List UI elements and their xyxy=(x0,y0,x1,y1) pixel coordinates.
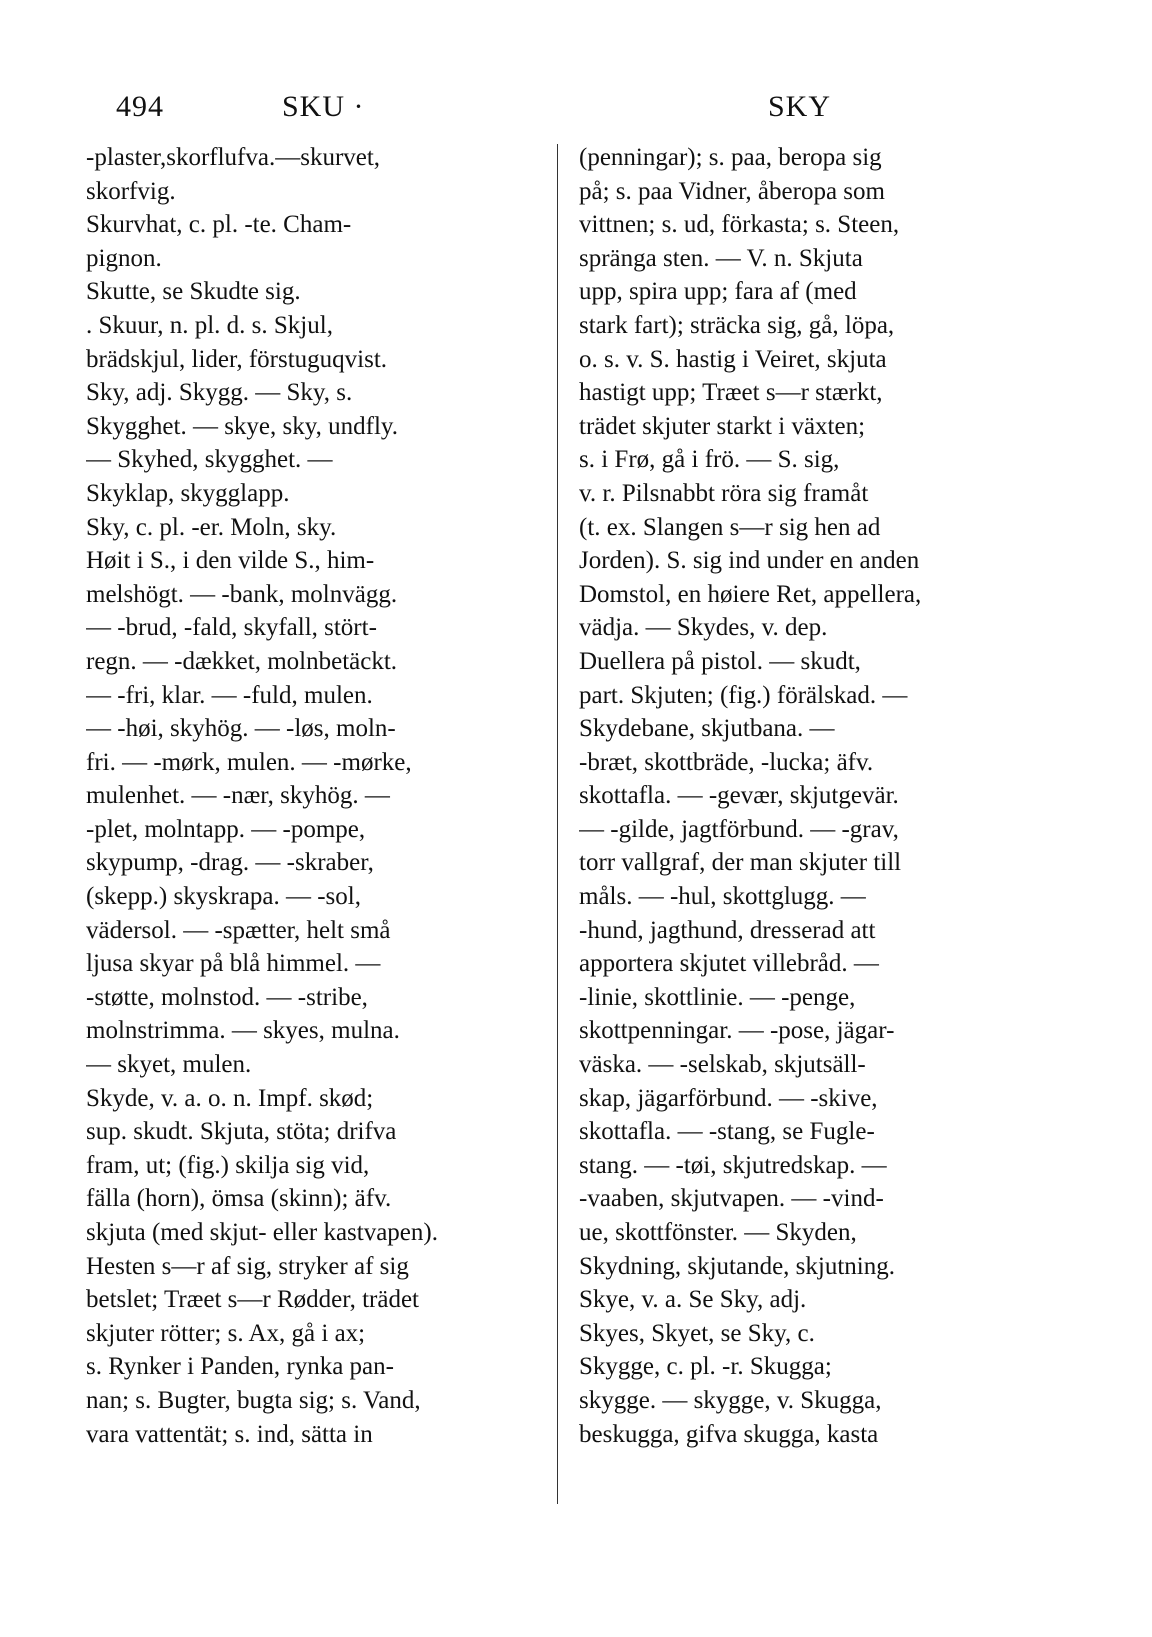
dictionary-line: betslet; Træet s—r Rødder, trädet xyxy=(86,1286,419,1314)
dictionary-line: Skydebane, skjutbana. — xyxy=(579,715,835,743)
dictionary-line: skjuta (med skjut- eller kastvapen). xyxy=(86,1219,438,1246)
dictionary-line: väska. — -selskab, skjutsäll- xyxy=(579,1051,866,1079)
dictionary-line: Hesten s—r af sig, stryker af sig xyxy=(86,1252,409,1280)
dictionary-line: s. i Frø, gå i frö. — S. sig, xyxy=(579,446,840,474)
dictionary-line: fälla (horn), ömsa (skinn); äfv. xyxy=(86,1185,392,1213)
dictionary-line: torr vallgraf, der man skjuter till xyxy=(579,849,902,877)
dictionary-line: -linie, skottlinie. — -penge, xyxy=(579,983,856,1011)
dictionary-line: skottafla. — -gevær, skjutgevär. xyxy=(579,782,899,810)
dictionary-line: regn. — -dækket, molnbetäckt. xyxy=(86,647,398,675)
dictionary-line: vädersol. — -spætter, helt små xyxy=(86,916,391,944)
dictionary-line: fri. — -mørk, mulen. — -mørke, xyxy=(86,748,412,776)
dictionary-line: (penningar); s. paa, beropa sig xyxy=(579,144,882,171)
dictionary-line: — -fri, klar. — -fuld, mulen. xyxy=(86,681,373,709)
dictionary-line: skottafla. — -stang, se Fugle- xyxy=(579,1118,875,1146)
dictionary-line: sup. skudt. Skjuta, stöta; drifva xyxy=(86,1118,397,1146)
dictionary-line: Duellera på pistol. — skudt, xyxy=(579,647,861,675)
dictionary-line: Sky, adj. Skygg. — Sky, s. xyxy=(86,379,353,407)
dictionary-line: Skygghet. — skye, sky, undfly. xyxy=(86,412,399,440)
dictionary-line: ljusa skyar på blå himmel. — xyxy=(86,950,381,978)
dictionary-line: Domstol, en høiere Ret, appellera, xyxy=(579,580,922,608)
dictionary-line: pignon. xyxy=(86,244,162,272)
dictionary-line: nan; s. Bugter, bugta sig; s. Vand, xyxy=(86,1386,421,1414)
dictionary-line: Skygge, c. pl. -r. Skugga; xyxy=(579,1353,832,1381)
dictionary-line: skottpenningar. — -pose, jägar- xyxy=(579,1017,895,1045)
dictionary-line: v. r. Pilsnabbt röra sig framåt xyxy=(579,479,869,507)
page-header xyxy=(116,90,1056,130)
dictionary-line: part. Skjuten; (fig.) förälskad. — xyxy=(579,681,908,709)
dictionary-line: ue, skottfönster. — Skyden, xyxy=(579,1219,857,1246)
dictionary-line: -vaaben, skjutvapen. — -vind- xyxy=(579,1185,884,1213)
dictionary-line: brädskjul, lider, förstuguqvist. xyxy=(86,345,388,373)
dictionary-line: stang. — -tøi, skjutredskap. — xyxy=(579,1151,887,1179)
left-guide-word: SKU · xyxy=(282,90,365,123)
column-divider xyxy=(557,144,558,1504)
dictionary-line: Skyes, Skyet, se Sky, c. xyxy=(579,1319,815,1347)
dictionary-line: beskugga, gifva skugga, kasta xyxy=(579,1420,879,1448)
right-guide-word: SKY xyxy=(768,90,832,123)
dictionary-line: vädja. — Skydes, v. dep. xyxy=(579,614,828,642)
dictionary-line: skygge. — skygge, v. Skugga, xyxy=(579,1386,882,1414)
dictionary-line: Skyklap, skygglapp. xyxy=(86,479,290,507)
dictionary-line: trädet skjuter starkt i växten; xyxy=(579,412,866,440)
dictionary-line: -støtte, molnstod. — -stribe, xyxy=(86,983,368,1011)
dictionary-line: — -gilde, jagtförbund. — -grav, xyxy=(579,815,899,843)
dictionary-line: måls. — -hul, skottglugg. — xyxy=(579,883,866,911)
dictionary-line: Skurvhat, c. pl. -te. Cham- xyxy=(86,211,352,239)
dictionary-line: — skyet, mulen. xyxy=(86,1051,252,1079)
dictionary-line: på; s. paa Vidner, åberopa som xyxy=(579,177,885,205)
dictionary-line: -hund, jagthund, dresserad att xyxy=(579,916,876,944)
dictionary-line: . Skuur, n. pl. d. s. Skjul, xyxy=(86,311,333,339)
dictionary-line: melshögt. — -bank, molnvägg. xyxy=(86,580,398,608)
dictionary-line: Skutte, se Skudte sig. xyxy=(86,278,301,306)
dictionary-line: spränga sten. — V. n. Skjuta xyxy=(579,244,863,272)
dictionary-line: -plet, molntapp. — -pompe, xyxy=(86,815,366,843)
dictionary-line: -bræt, skottbräde, -lucka; äfv. xyxy=(579,748,874,776)
dictionary-line: Skyde, v. a. o. n. Impf. skød; xyxy=(86,1084,374,1112)
left-column xyxy=(86,141,526,1451)
dictionary-line: skjuter rötter; s. Ax, gå i ax; xyxy=(86,1319,366,1347)
dictionary-line: — -brud, -fald, skyfall, stört- xyxy=(86,614,377,642)
dictionary-line: fram, ut; (fig.) skilja sig vid, xyxy=(86,1151,370,1179)
dictionary-line: Skye, v. a. Se Sky, adj. xyxy=(579,1286,807,1314)
dictionary-line: skorfvig. xyxy=(86,177,176,205)
dictionary-line: (t. ex. Slangen s—r sig hen ad xyxy=(579,513,881,541)
dictionary-line: — -høi, skyhög. — -løs, moln- xyxy=(86,715,396,743)
dictionary-line: skap, jägarförbund. — -skive, xyxy=(579,1084,878,1112)
dictionary-line: Jorden). S. sig ind under en anden xyxy=(579,547,920,575)
dictionary-line: s. Rynker i Panden, rynka pan- xyxy=(86,1353,394,1381)
dictionary-line: -plaster,skorflufva.—skurvet, xyxy=(86,144,381,171)
dictionary-line: hastigt upp; Træet s—r stærkt, xyxy=(579,379,883,407)
page-number: 494 xyxy=(116,90,164,123)
dictionary-line: o. s. v. S. hastig i Veiret, skjuta xyxy=(579,345,887,373)
right-column xyxy=(579,141,1039,1451)
dictionary-line: skypump, -drag. — -skraber, xyxy=(86,849,374,877)
dictionary-line: — Skyhed, skygghet. — xyxy=(86,446,333,474)
dictionary-line: apportera skjutet villebråd. — xyxy=(579,950,879,978)
dictionary-line: molnstrimma. — skyes, mulna. xyxy=(86,1017,400,1045)
dictionary-line: mulenhet. — -nær, skyhög. — xyxy=(86,782,390,810)
dictionary-line: upp, spira upp; fara af (med xyxy=(579,278,857,306)
dictionary-line: Høit i S., i den vilde S., him- xyxy=(86,547,375,575)
dictionary-line: stark fart); sträcka sig, gå, löpa, xyxy=(579,311,895,339)
dictionary-line: Skydning, skjutande, skjutning. xyxy=(579,1252,895,1280)
dictionary-line: Sky, c. pl. -er. Moln, sky. xyxy=(86,513,337,541)
dictionary-line: (skepp.) skyskrapa. — -sol, xyxy=(86,883,361,911)
dictionary-line: vara vattentät; s. ind, sätta in xyxy=(86,1420,373,1448)
dictionary-line: vittnen; s. ud, förkasta; s. Steen, xyxy=(579,211,900,239)
